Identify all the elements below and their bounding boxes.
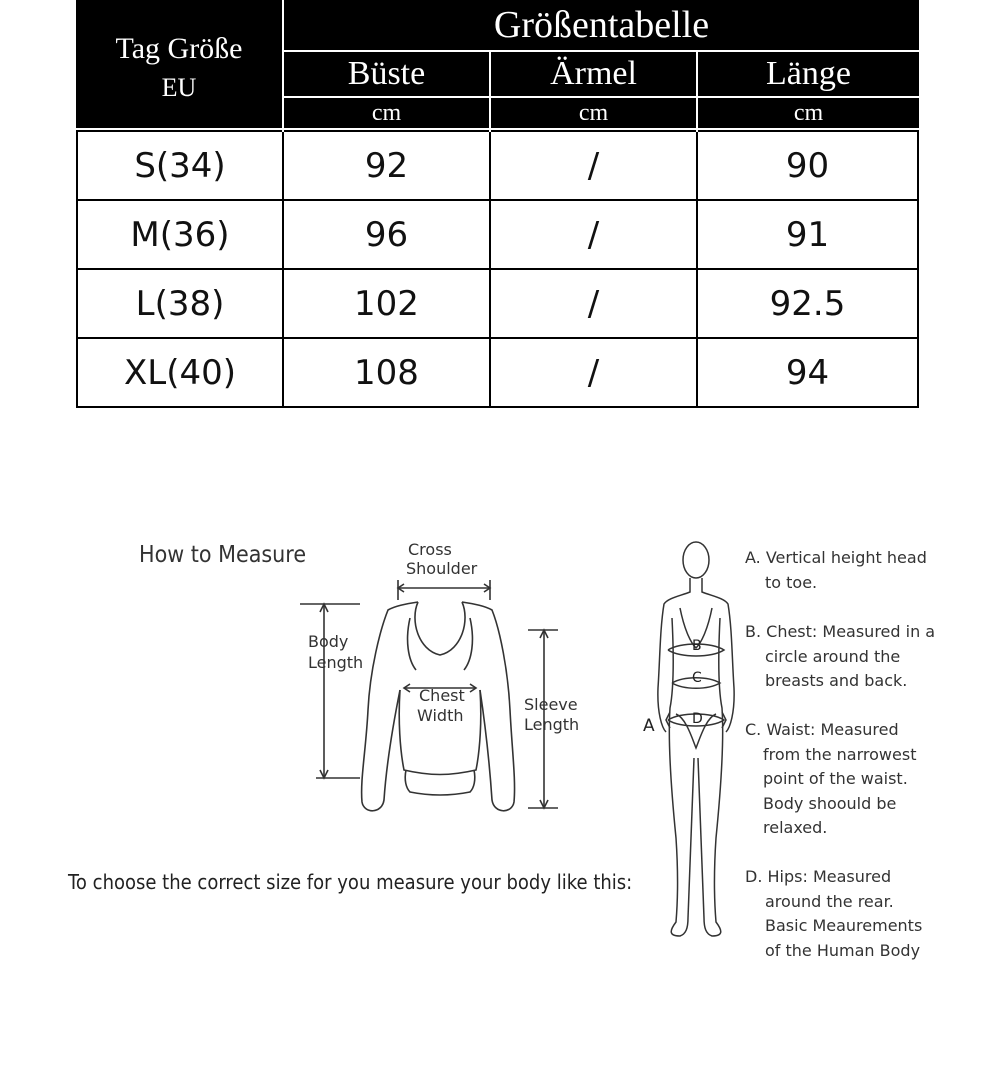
bust-cell: 96 [364, 214, 409, 255]
sleeve-length-label: Sleeve [524, 695, 578, 714]
body-length-label: Body [308, 632, 349, 651]
table-title: Größentabelle [493, 4, 710, 46]
length-cell: 94 [785, 352, 830, 393]
size-table [76, 0, 919, 408]
sleeve-cell: / [587, 214, 600, 255]
chest-width-label: Width [417, 706, 464, 725]
body-figure [640, 538, 740, 944]
legend-text: relaxed. [763, 818, 828, 837]
legend-text: of the Human Body [765, 940, 921, 960]
legend-text: Body shoould be [763, 793, 897, 813]
column-unit: cm [371, 99, 402, 126]
bust-cell: 92 [364, 145, 409, 186]
size-cell: XL(40) [123, 352, 237, 393]
size-cell: S(34) [134, 145, 226, 186]
marker-c: C [692, 670, 702, 686]
legend-text: A. Vertical height head [745, 548, 927, 567]
legend-d [745, 865, 922, 963]
header-divider [76, 128, 919, 130]
column-unit: cm [578, 99, 609, 126]
bust-cell: 102 [354, 283, 419, 324]
legend-text: B. Chest: Measured in a [745, 622, 936, 641]
table-row [78, 339, 917, 408]
legend-text: Basic Meaurements [765, 916, 923, 935]
legend-c [745, 718, 916, 841]
legend-b [745, 620, 935, 694]
legend-text: C. Waist: Measured [745, 720, 899, 739]
size-cell: M(36) [130, 214, 230, 255]
column-unit: cm [793, 99, 824, 126]
size-column-subheader: EU [161, 73, 197, 102]
body-length-label: Length [308, 653, 364, 672]
sleeve-length-label: Length [524, 715, 580, 734]
column-header-sleeve: Ärmel [550, 55, 637, 92]
table-row [78, 132, 917, 201]
sleeve-cell: / [587, 283, 600, 324]
measurement-instruction: To choose the correct size for you measure your body like this: [68, 870, 633, 894]
length-cell: 90 [785, 145, 830, 186]
size-column-header: Tag Größe [115, 32, 243, 65]
cross-shoulder-label: Cross [408, 540, 452, 559]
sleeve-cell: / [587, 352, 600, 393]
legend-text: breasts and back. [765, 671, 908, 690]
cross-shoulder-label: Shoulder [406, 559, 478, 578]
legend-a [745, 546, 927, 595]
legend-text: circle around the [765, 646, 901, 666]
chest-width-label: Chest [419, 686, 465, 705]
how-to-measure-title: How to Measure [139, 542, 307, 568]
marker-b: B [692, 638, 702, 654]
sweater-diagram [300, 570, 570, 830]
column-header-length: Länge [766, 55, 851, 92]
table-row [78, 270, 917, 339]
bust-cell: 108 [354, 352, 419, 393]
legend-text: D. Hips: Measured [745, 867, 892, 886]
marker-a: A [643, 716, 655, 736]
legend-text: around the rear. [765, 891, 894, 911]
table-body [76, 132, 919, 408]
table-row [78, 201, 917, 270]
legend-text: to toe. [765, 572, 818, 592]
legend-text: point of the waist. [763, 769, 908, 788]
size-cell: L(38) [135, 283, 225, 324]
legend-text: from the narrowest [763, 744, 917, 764]
length-cell: 92.5 [769, 283, 846, 324]
marker-d: D [692, 711, 703, 727]
length-cell: 91 [785, 214, 830, 255]
column-header-bust: Büste [347, 55, 426, 92]
table-header [76, 0, 919, 132]
sleeve-cell: / [587, 145, 600, 186]
